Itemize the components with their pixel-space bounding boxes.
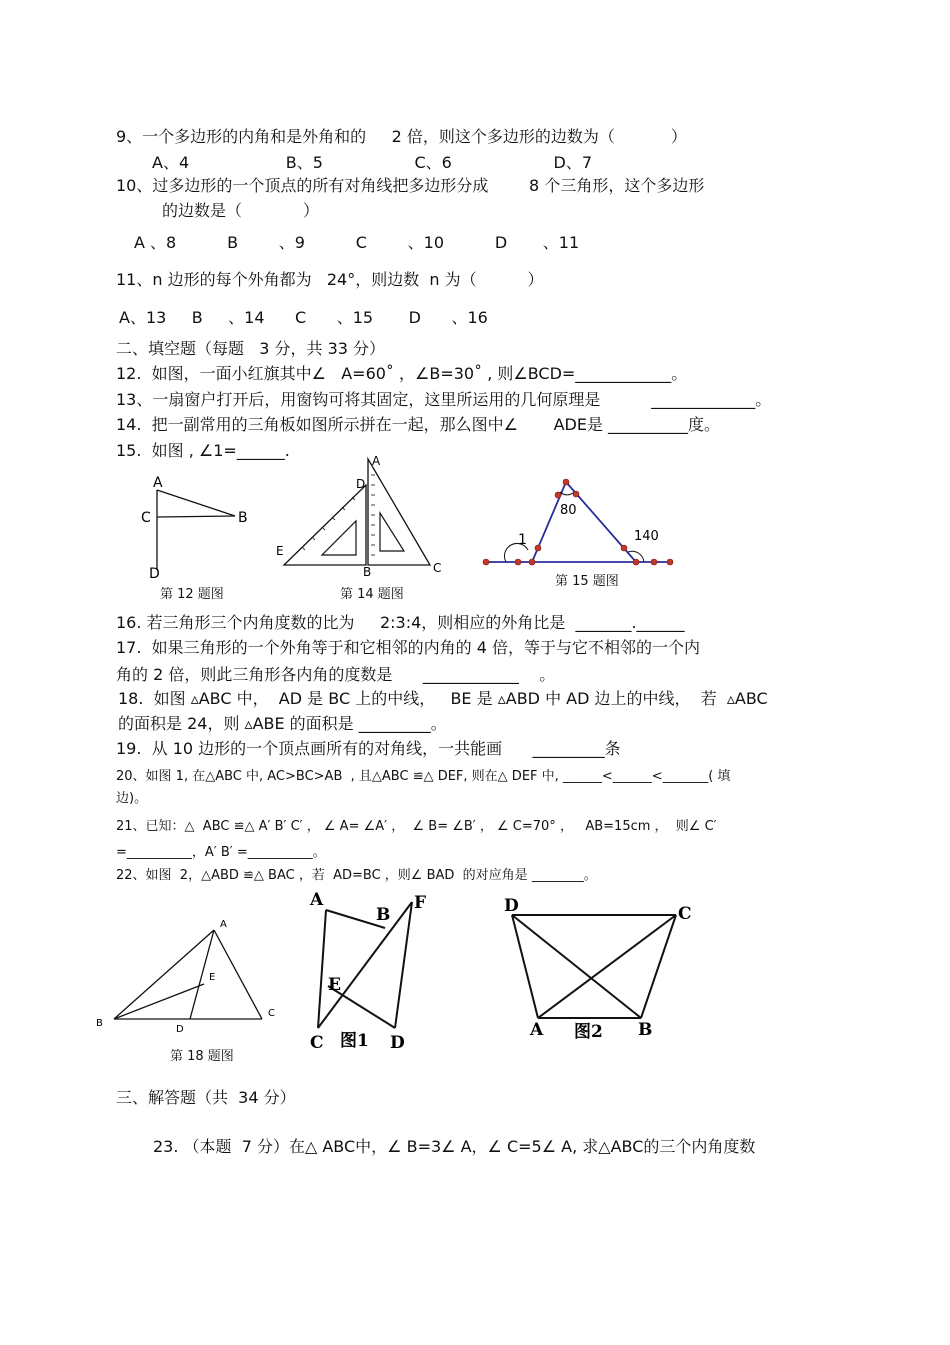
fig14-label-b: B bbox=[363, 565, 372, 579]
fig2-label-a: A bbox=[530, 1020, 544, 1040]
fig1-label-d: D bbox=[390, 1033, 405, 1053]
figure-1 bbox=[300, 888, 440, 1053]
q22: 22、如图 2，△ABD ≌△ BAC ，若 AD=BC ，则∠ BAD 的对应角是 ________。 bbox=[116, 868, 597, 883]
fig18-label-d: D bbox=[176, 1024, 184, 1035]
q20: 20、如图 1, 在△ABC 中, AC>BC>AB , 且△ABC ≌△ DEF, 则在△ DEF 中, ______<______<_______( 填 bbox=[116, 769, 731, 784]
section-3-heading: 三、解答题（共 34 分） bbox=[116, 1088, 296, 1107]
fig2-label-b: B bbox=[638, 1020, 653, 1040]
fig2-label: 图2 bbox=[574, 1022, 603, 1042]
q11-stem: 11、n 边形的每个外角都为 24°，则边数 n 为（ ） bbox=[116, 270, 544, 289]
q11-options: A、13 B 、14 C 、15 D 、16 bbox=[119, 308, 488, 327]
q18-cont: 的面积是 24，则 ▵ABE 的面积是 _________。 bbox=[118, 714, 447, 733]
fig14-label-d: D bbox=[356, 477, 366, 491]
fig12-caption: 第 12 题图 bbox=[160, 587, 224, 602]
fig14-label-e: E bbox=[276, 544, 284, 558]
q10-options: A 、8 B 、9 C 、10 D 、11 bbox=[134, 233, 580, 252]
fig12-label-d: D bbox=[149, 566, 160, 582]
fig12-label-c: C bbox=[141, 510, 151, 526]
fig1-label-b: B bbox=[376, 905, 391, 925]
q15: 15. 如图 , ∠1=______. bbox=[116, 441, 290, 460]
fig18-label-a: A bbox=[220, 919, 227, 930]
q18: 18. 如图 ▵ABC 中， AD 是 BC 上的中线， BE 是 ▵ABD 中 AD 边上的中线， 若 ▵ABC bbox=[118, 689, 768, 708]
q21-cont: =__________，A′ B′ =__________。 bbox=[116, 845, 326, 860]
figure-18 bbox=[92, 912, 292, 1042]
q9-stem: 9、一个多边形的内角和是外角和的 2 倍，则这个多边形的边数为（ ） bbox=[116, 127, 687, 146]
fig2-label-d: D bbox=[504, 896, 519, 916]
q20-cont: 边)。 bbox=[116, 791, 148, 806]
fig18-label-e: E bbox=[209, 972, 216, 983]
figure-15 bbox=[478, 470, 678, 570]
figure-14 bbox=[272, 455, 452, 580]
fig12-label-a: A bbox=[153, 475, 163, 491]
fig1-label-c: C bbox=[310, 1033, 324, 1053]
q10-stem: 10、过多边形的一个顶点的所有对角线把多边形分成 8 个三角形，这个多边形 bbox=[116, 176, 705, 195]
fig2-label-c: C bbox=[678, 904, 692, 924]
fig15-angle-80: 80 bbox=[560, 503, 577, 518]
fig18-label-b: B bbox=[96, 1018, 103, 1029]
fig1-label-f: F bbox=[414, 893, 427, 913]
q19: 19. 从 10 边形的一个顶点画所有的对角线，一共能画 _________条 bbox=[116, 739, 621, 758]
figure-12 bbox=[140, 470, 270, 580]
fig14-label-c: C bbox=[433, 561, 442, 575]
section-2-heading: 二、填空题（每题 3 分，共 33 分） bbox=[116, 339, 386, 358]
q16: 16. 若三角形三个内角度数的比为 2:3:4，则相应的外角比是 _______.______ bbox=[116, 613, 685, 632]
q21: 21、已知：△ ABC ≌△ A′ B′ C′ ， ∠ A= ∠A′ ， ∠ B= ∠B′ ， ∠ C=70° ， AB=15cm ， 则∠ C′ bbox=[116, 819, 717, 834]
fig18-label-c: C bbox=[268, 1008, 275, 1019]
fig15-caption: 第 15 题图 bbox=[555, 574, 619, 589]
fig15-angle-1: 1 bbox=[518, 532, 527, 548]
fig1-label: 图1 bbox=[340, 1031, 369, 1051]
fig15-angle-140: 140 bbox=[634, 529, 659, 544]
fig1-label-e: E bbox=[328, 975, 341, 995]
q17-cont: 角的 2 倍，则此三角形各内角的度数是 ____________ 。 bbox=[116, 665, 556, 684]
fig1-label-a: A bbox=[310, 890, 324, 910]
figure-2 bbox=[498, 893, 708, 1043]
fig18-caption: 第 18 题图 bbox=[170, 1049, 234, 1064]
fig12-label-b: B bbox=[238, 510, 248, 526]
q13: 13、一扇窗户打开后，用窗钩可将其固定，这里所运用的几何原理是 _____________。 bbox=[116, 390, 772, 409]
q9-options: A、4 B、5 C、6 D、7 bbox=[152, 153, 593, 172]
q10-stem-cont: 的边数是（ ） bbox=[162, 201, 320, 220]
fig14-label-a: A bbox=[372, 454, 381, 468]
fig14-caption: 第 14 题图 bbox=[340, 587, 404, 602]
q17: 17. 如果三角形的一个外角等于和它相邻的内角的 4 倍，等于与它不相邻的一个内 bbox=[116, 638, 700, 657]
q23: 23. （本题 7 分）在△ ABC中，∠ B=3∠ A，∠ C=5∠ A, 求△ABC的三个内角度数 bbox=[153, 1137, 756, 1156]
q14: 14. 把一副常用的三角板如图所示拼在一起，那么图中∠ ADE是 __________度。 bbox=[116, 415, 721, 434]
q12: 12. 如图，一面小红旗其中∠ A=60˚ ，∠B=30˚ , 则∠BCD=____________。 bbox=[116, 364, 688, 383]
